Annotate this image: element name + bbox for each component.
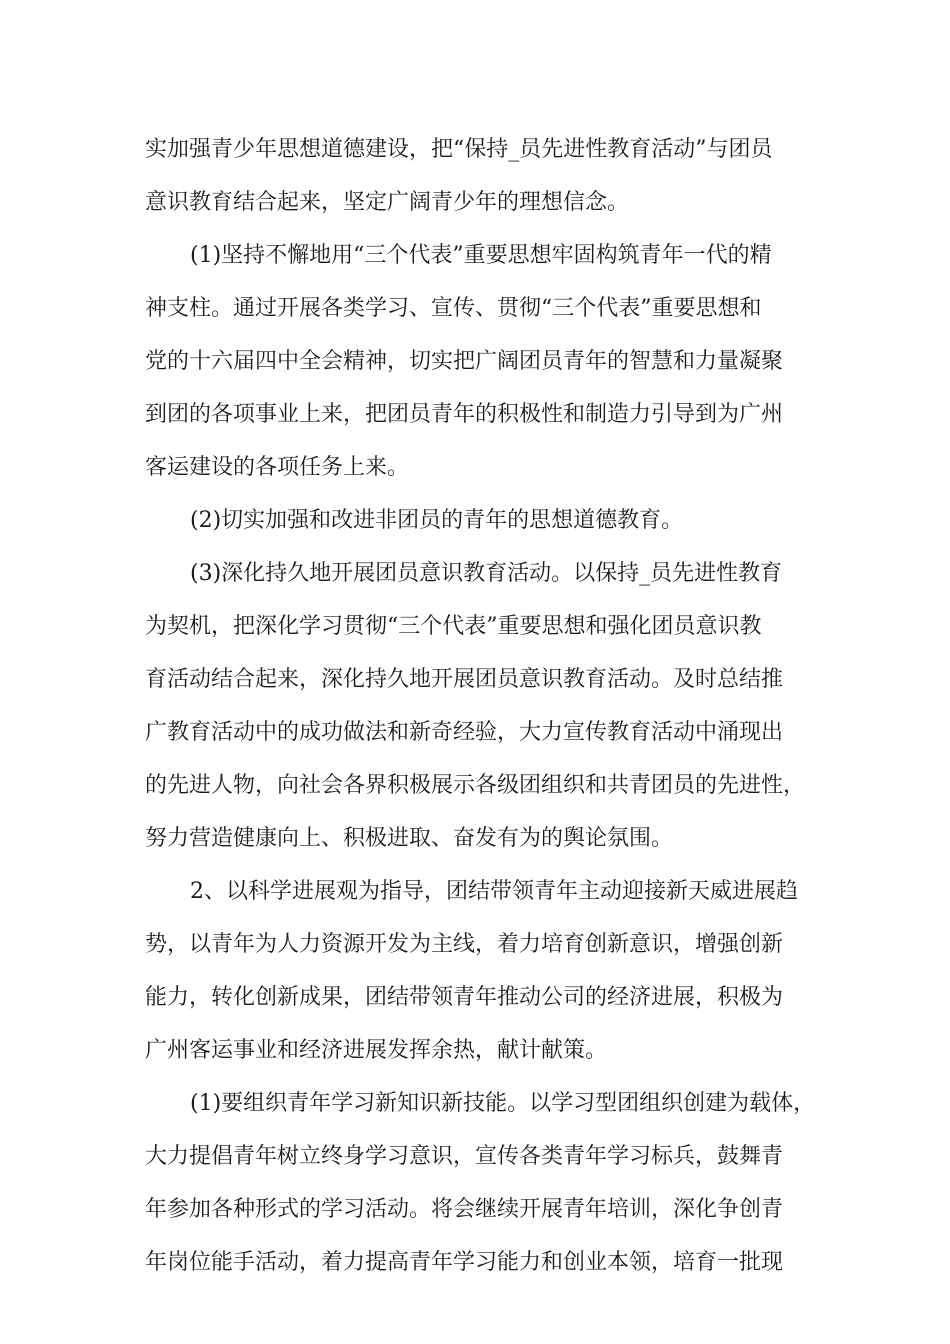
paragraph-first-line: (3)深化持久地开展团员意识教育活动。以保持_员先进性教育 [190, 561, 783, 586]
text-line: 育活动结合起来，深化持久地开展团员意识教育活动。及时总结推 [145, 667, 784, 692]
text-line: 到团的各项事业上来，把团员青年的积极性和制造力引导到为广州 [145, 402, 784, 427]
paragraph-first-line: 2、以科学进展观为指导，团结带领青年主动迎接新天威进展趋 [190, 879, 798, 904]
text-line: 广州客运事业和经济进展发挥余热，献计献策。 [145, 1038, 608, 1063]
text-line: 大力提倡青年树立终身学习意识，宣传各类青年学习标兵，鼓舞青 [145, 1144, 784, 1169]
text-line: 为契机，把深化学习贯彻“三个代表”重要思想和强化团员意识教 [145, 614, 762, 639]
paragraph-first-line: (1)坚持不懈地用“三个代表”重要思想牢固构筑青年一代的精 [190, 243, 772, 268]
paragraph-first-line: (2)切实加强和改进非团员的青年的思想道德教育。 [190, 508, 684, 533]
text-line: 意识教育结合起来，坚定广阔青少年的理想信念。 [145, 190, 630, 215]
text-line: 努力营造健康向上、积极进取、奋发有为的舆论氛围。 [145, 826, 674, 851]
text-line: 客运建设的各项任务上来。 [145, 455, 410, 480]
text-line: 广教育活动中的成功做法和新奇经验，大力宣传教育活动中涌现出 [145, 720, 784, 745]
text-line: 势，以青年为人力资源开发为主线，着力培育创新意识，增强创新 [145, 932, 784, 957]
paragraph-first-line: (1)要组织青年学习新知识新技能。以学习型团组织创建为载体， [190, 1091, 816, 1116]
text-line: 的先进人物，向社会各界积极展示各级团组织和共青团员的先进性， [145, 773, 806, 798]
text-line: 实加强青少年思想道德建设，把“保持_员先进性教育活动”与团员 [145, 137, 773, 162]
text-line: 党的十六届四中全会精神，切实把广阔团员青年的智慧和力量凝聚 [145, 349, 784, 374]
text-line: 神支柱。通过开展各类学习、宣传、贯彻“三个代表”重要思想和 [145, 296, 762, 321]
text-line: 能力，转化创新成果，团结带领青年推动公司的经济进展，积极为 [145, 985, 784, 1010]
text-line: 年参加各种形式的学习活动。将会继续开展青年培训，深化争创青 [145, 1197, 784, 1222]
text-line: 年岗位能手活动，着力提高青年学习能力和创业本领，培育一批现 [145, 1250, 784, 1275]
